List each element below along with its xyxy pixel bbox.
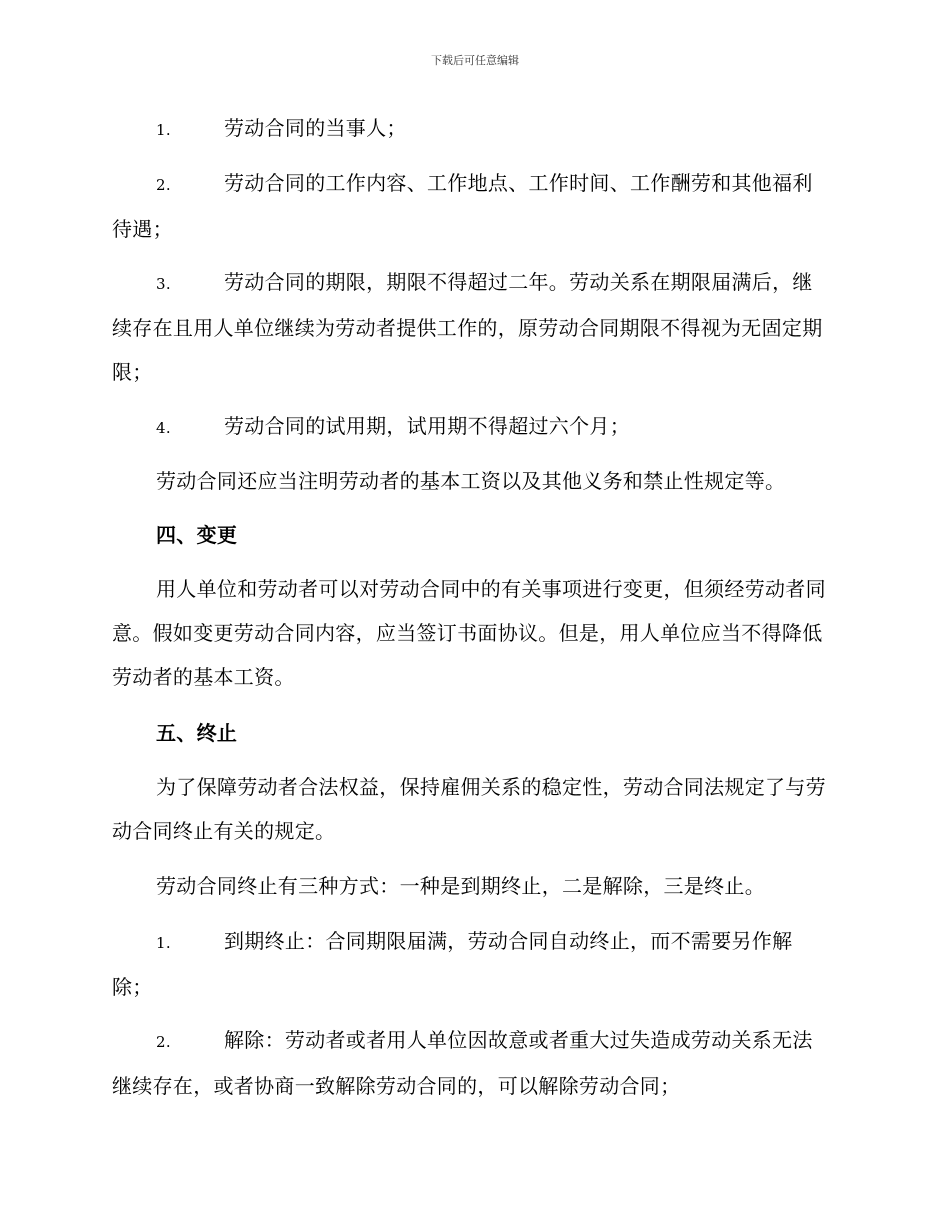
list-item-text: 劳动合同的工作内容、工作地点、工作时间、工作酬劳和其他福利待遇； [112,171,813,241]
list-item [112,919,832,1009]
list-item [112,1018,832,1108]
list-item-text: 解除：劳动者或者用人单位因故意或者重大过失造成劳动关系无法继续存在，或者协商一致解除劳动合同的，可以解除劳动合同； [112,1028,813,1098]
list-item-number: 3. [156,275,171,293]
list-item-text: 劳动合同的期限，期限不得超过二年。劳动关系在期限届满后，继续存在且用人单位继续为劳动者提供工作的，原劳动合同期限不得视为无固定期限； [112,270,823,384]
list-item-number: 4. [156,419,171,437]
list-item-number: 1. [156,121,171,139]
list-item-text: 到期终止：合同期限届满，劳动合同自动终止，而不需要另作解除； [112,929,793,999]
list-item [112,404,832,450]
section-heading: 四、变更 [156,523,238,547]
list-item-number: 1. [156,934,171,952]
list-item-number: 2. [156,176,171,194]
list-item [112,260,832,394]
body-paragraph: 劳动合同终止有三种方式：一种是到期终止，二是解除，三是终止。 [156,874,765,898]
body-paragraph: 劳动合同还应当注明劳动者的基本工资以及其他义务和禁止性规定等。 [156,469,786,493]
list-item [112,106,832,152]
body-paragraph: 用人单位和劳动者可以对劳动合同中的有关事项进行变更，但须经劳动者同意。假如变更劳动合同内容，应当签订书面协议。但是，用人单位应当不得降低劳动者的基本工资。 [112,577,826,689]
list-item-text: 劳动合同的试用期，试用期不得超过六个月； [224,414,630,438]
section-heading: 五、终止 [156,721,238,745]
list-item-number: 2. [156,1033,171,1051]
list-item [112,161,832,251]
page-header: 下载后可任意编辑 [431,54,519,67]
list-item-text: 劳动合同的当事人； [224,116,407,140]
body-paragraph: 为了保障劳动者合法权益，保持雇佣关系的稳定性，劳动合同法规定了与劳动合同终止有关的规定。 [112,775,826,843]
